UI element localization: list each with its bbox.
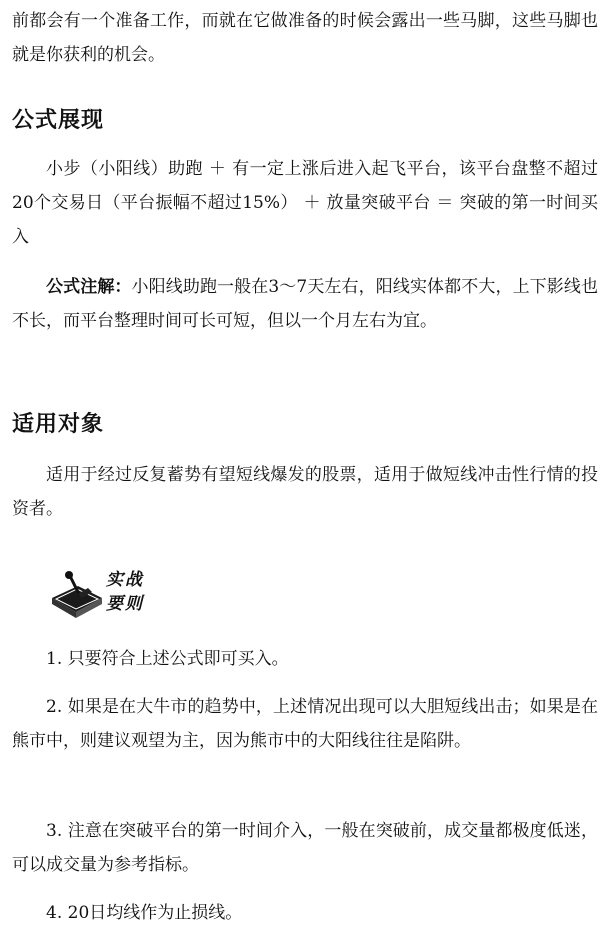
rules-badge-line2: 要则: [106, 594, 144, 614]
intro-paragraph: 前都会有一个准备工作，而就在它做准备的时候会露出一些马脚，这些马脚也就是你获利的机会。: [12, 11, 598, 65]
rule-item-3: 3. 注意在突破平台的第一时间介入，一般在突破前，成交量都极度低迷，可以成交量为参考指标。: [12, 821, 598, 875]
formula-heading: 公式展现: [12, 108, 105, 133]
rule-item-2: 2. 如果是在大牛市的趋势中，上述情况出现可以大胆短线出击；如果是在熊市中，则建议观望为主，因为熊市中的大阳线往往是陷阱。: [12, 697, 598, 751]
rule-item-4: 4. 20日均线作为止损线。: [46, 903, 243, 923]
formula-note: [12, 270, 598, 338]
formula-note-text: 小阳线助跑一般在3～7天左右，阳线实体都不大，上下影线也不长，而平台整理时间可长可短，但以一个月左右为宜。: [12, 277, 598, 331]
target-heading: 适用对象: [12, 412, 105, 437]
rules-badge: [48, 568, 158, 620]
book-scroll-icon: [48, 568, 106, 620]
formula-paragraph: 小步（小阳线）助跑 ＋ 有一定上涨后进入起飞平台，该平台盘整不超过20个交易日（平台振幅不超过15%） ＋ 放量突破平台 ＝ 突破的第一时间买入: [12, 159, 598, 247]
target-paragraph: 适用于经过反复蓄势有望短线爆发的股票，适用于做短线冲击性行情的投资者。: [12, 465, 598, 519]
formula-note-label: 公式注解：: [46, 277, 132, 297]
rule-item-1: 1. 只要符合上述公式即可买入。: [46, 649, 289, 669]
rules-badge-line1: 实战: [106, 570, 144, 590]
rules-badge-title: [106, 568, 156, 616]
